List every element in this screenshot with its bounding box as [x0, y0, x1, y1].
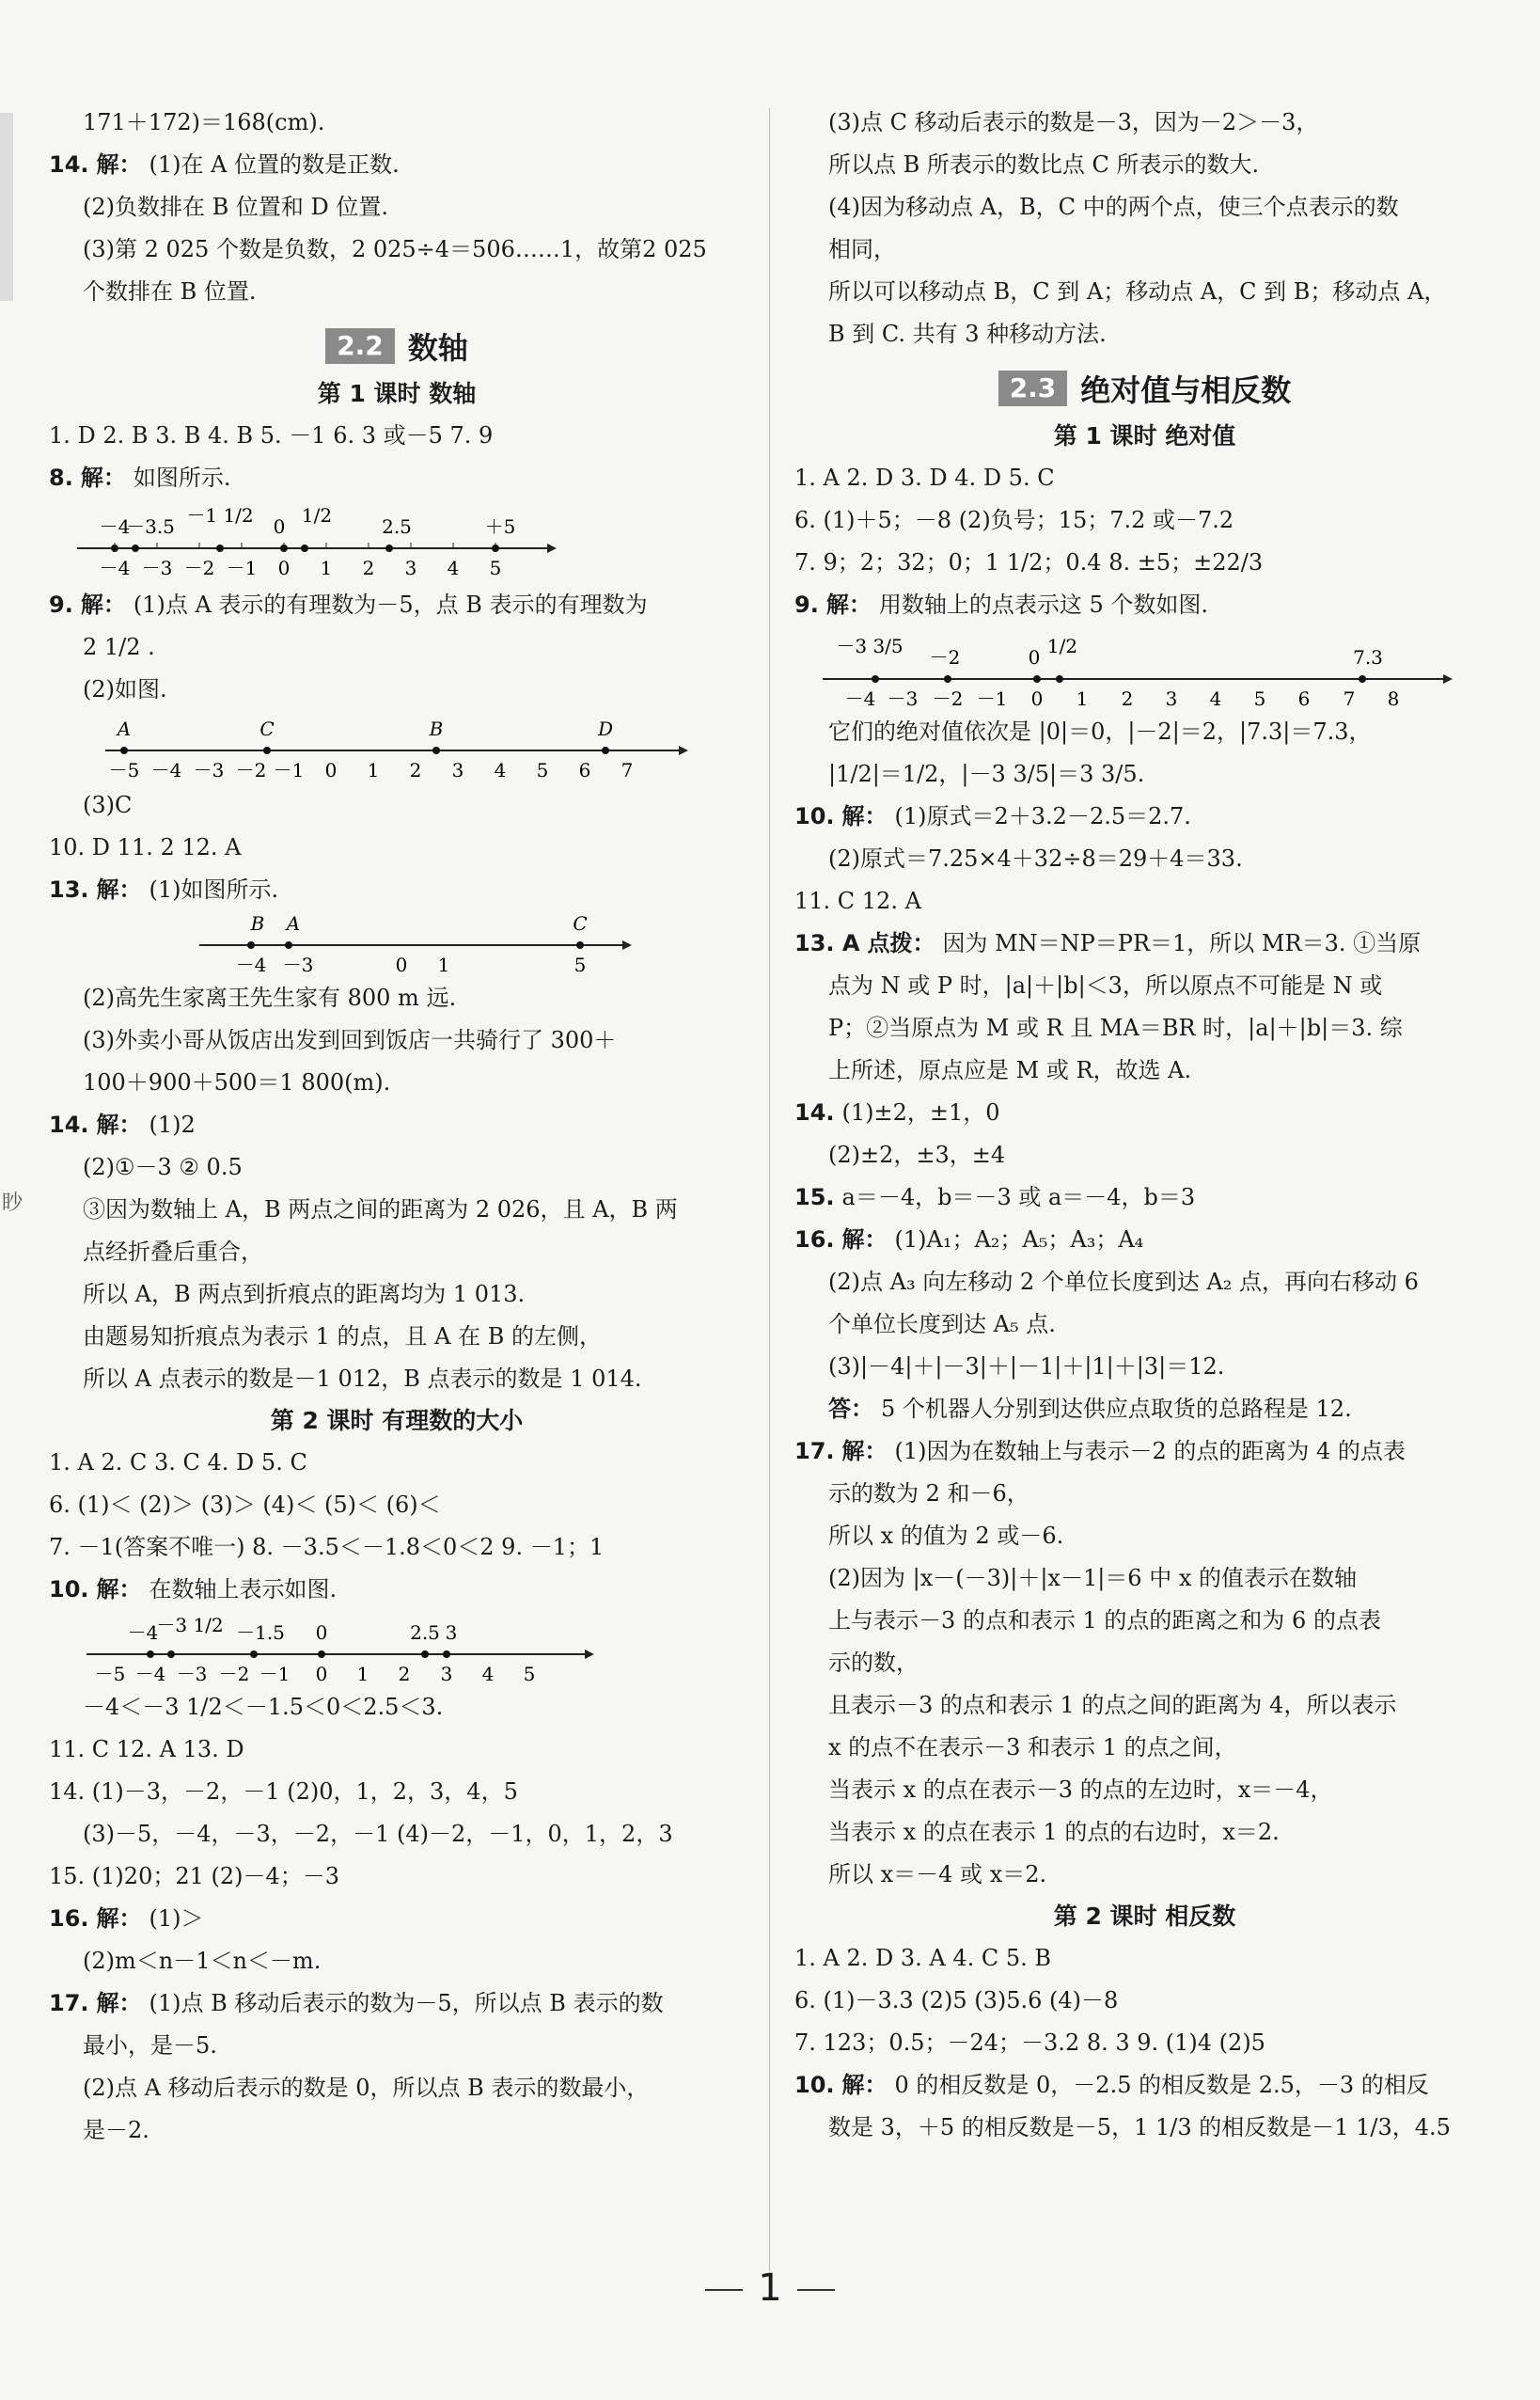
svg-text:－1: －1 [273, 759, 305, 782]
text-line [49, 144, 745, 186]
q-number: 14. [794, 1099, 835, 1126]
svg-text:3: 3 [1165, 687, 1178, 710]
svg-text:3: 3 [440, 1663, 453, 1685]
text-line: 是－2. [83, 2117, 149, 2143]
side-character: 眇 [2, 1192, 24, 1215]
footer-dash [797, 2289, 835, 2291]
text-line: 171＋172)＝168(cm). [83, 109, 325, 135]
text-line: 1. A 2. C 3. C 4. D 5. C [49, 1449, 307, 1476]
q-number: 10. [49, 1576, 89, 1603]
svg-text:2: 2 [1121, 687, 1134, 710]
lesson-title: 第 2 课时 相反数 [1053, 1903, 1236, 1930]
svg-text:2: 2 [398, 1663, 411, 1685]
q-label: 解： [841, 2072, 888, 2098]
lesson-title: 第 1 课时 绝对值 [1053, 422, 1236, 450]
text: (1)因为在数轴上与表示－2 的点的距离为 4 的点表 [894, 1438, 1406, 1464]
text-line: 点为 N 或 P 时，|a|＋|b|＜3，所以原点不可能是 N 或 [828, 972, 1383, 999]
svg-text:－5: －5 [108, 759, 140, 782]
q-label: 解： [96, 151, 142, 178]
pt-label: －2 [929, 646, 961, 669]
text-line: 15. (1)20；21 (2)－4；－3 [49, 1863, 340, 1889]
text-line: 点经折叠后重合， [83, 1239, 263, 1265]
svg-text:0: 0 [395, 954, 408, 976]
text-line: (3)|－4|＋|－3|＋|－1|＋|1|＋|3|＝12. [828, 1353, 1225, 1380]
q-label: 解： [96, 1112, 142, 1138]
q-number: 14. [49, 1112, 89, 1138]
section-heading [49, 319, 745, 373]
svg-text:1: 1 [356, 1663, 369, 1685]
text-line: (3)点 C 移动后表示的数是－3，因为－2＞－3， [828, 109, 1319, 135]
svg-text:－3: －3 [141, 557, 173, 579]
svg-text:－4: －4 [99, 557, 131, 579]
svg-text:7: 7 [1343, 687, 1356, 710]
lesson-title: 第 1 课时 数轴 [317, 380, 477, 407]
pt-label: 7.3 [1353, 646, 1383, 669]
text-line: 个数排在 B 位置. [83, 278, 257, 305]
text-line: 上与表示－3 的点和表示 1 的点的距离之和为 6 的点表 [828, 1607, 1381, 1634]
pt-label: 2.5 [410, 1621, 440, 1644]
page-footer [0, 2266, 1540, 2310]
pt-label: 0 [315, 1621, 328, 1644]
q-label: 解： [96, 1576, 142, 1603]
text-line: (3)外卖小哥从饭店出发到回到饭店一共骑行了 300＋ [83, 1027, 617, 1053]
text-line: 所以可以移动点 B，C 到 A；移动点 A，C 到 B；移动点 A， [828, 278, 1447, 305]
q-number: 13. [49, 876, 89, 903]
q-label: 答： [828, 1396, 873, 1422]
svg-text:－3: －3 [193, 759, 225, 782]
text-line: (2)因为 |x－(－3)|＋|x－1|＝6 中 x 的值表示在数轴 [828, 1565, 1357, 1591]
left-column [49, 102, 745, 2152]
text-line: (3)－5，－4，－3，－2，－1 (4)－2，－1，0，1，2，3 [83, 1821, 673, 1847]
text: (1)如图所示. [149, 876, 279, 903]
text-line: 7. －1(答案不唯一) 8. －3.5＜－1.8＜0＜2 9. －1；1 [49, 1534, 605, 1560]
svg-text:5: 5 [1253, 687, 1266, 710]
number-line-svg [49, 499, 745, 584]
pt-label: C [573, 912, 588, 935]
q-number: 13. A [794, 930, 860, 956]
svg-text:0: 0 [324, 759, 338, 782]
text-line: 最小，是－5. [83, 2032, 217, 2059]
text-line: 11. C 12. A 13. D [49, 1736, 244, 1762]
text: (1)点 A 表示的有理数为－5，点 B 表示的有理数为 [133, 592, 648, 618]
text-line: 1. D 2. B 3. B 4. B 5. －1 6. 3 或－5 7. 9 [49, 422, 494, 449]
text-line [794, 584, 1495, 626]
svg-text:3: 3 [404, 557, 417, 579]
text-line [794, 2064, 1495, 2107]
text-line: (2)点 A 移动后表示的数是 0，所以点 B 表示的数最小， [83, 2075, 650, 2101]
svg-text:4: 4 [494, 759, 507, 782]
q-number: 9. [49, 592, 73, 618]
q-label: 解： [841, 1226, 888, 1253]
svg-text:－5: －5 [94, 1663, 126, 1685]
q-label: 解： [96, 1905, 142, 1932]
section-title: 数轴 [407, 330, 468, 366]
q-number: 17. [794, 1438, 835, 1464]
section-title: 绝对值与相反数 [1080, 372, 1292, 408]
text-line: 由题易知折痕点为表示 1 的点，且 A 在 B 的左侧， [83, 1323, 603, 1350]
svg-text:－2: －2 [932, 687, 964, 710]
text-line: 7. 9；2；32；0；1 1/2；0.4 8. ±5；±22/3 [794, 549, 1264, 576]
text: (1)点 B 移动后表示的数为－5，所以点 B 表示的数 [149, 1990, 664, 2016]
pt-label: 0 [1028, 646, 1041, 669]
text-line: 示的数， [828, 1650, 919, 1676]
svg-text:4: 4 [1209, 687, 1222, 710]
svg-text:1: 1 [1076, 687, 1089, 710]
number-line-figure-8 [49, 499, 745, 584]
q-number: 9. [794, 592, 819, 618]
svg-text:5: 5 [489, 557, 502, 579]
svg-text:4: 4 [447, 557, 460, 579]
text: (1)在 A 位置的数是正数. [149, 151, 400, 178]
number-line-svg [49, 711, 745, 784]
text-line: 它们的绝对值依次是 |0|＝0，|－2|＝2，|7.3|＝7.3， [828, 718, 1372, 745]
text-line: B 到 C. 共有 3 种移动方法. [828, 321, 1107, 347]
text-line [49, 457, 745, 499]
edge-stripe [0, 113, 13, 301]
number-line-svg [794, 626, 1495, 711]
pt-label: －4 [99, 515, 131, 538]
q-number: 14. [49, 151, 89, 178]
text-line: 所以 A 点表示的数是－1 012，B 点表示的数是 1 014. [83, 1366, 642, 1392]
svg-text:2: 2 [409, 759, 422, 782]
text-line: 所以点 B 所表示的数比点 C 所表示的数大. [828, 151, 1260, 178]
pt-label: 1/2 [1046, 635, 1078, 657]
svg-text:－1: －1 [976, 687, 1008, 710]
number-line-figure-13 [49, 911, 745, 977]
q-number: 16. [49, 1905, 89, 1932]
svg-text:8: 8 [1387, 687, 1400, 710]
svg-text:－4: －4 [235, 954, 267, 976]
svg-text:5: 5 [523, 1663, 536, 1685]
text-line: P；②当原点为 M 或 R 且 MA＝BR 时，|a|＋|b|＝3. 综 [828, 1015, 1403, 1041]
pt-label: －4 [127, 1621, 159, 1644]
q-number: 10. [794, 803, 835, 829]
q-number: 10. [794, 2072, 835, 2098]
svg-text:－4: －4 [844, 687, 876, 710]
footer-dash [705, 2289, 743, 2291]
number-line-figure-9 [49, 711, 745, 784]
svg-text:4: 4 [481, 1663, 495, 1685]
lesson-title: 第 2 课时 有理数的大小 [270, 1407, 524, 1434]
text-line [794, 1176, 1495, 1219]
svg-text:1: 1 [367, 759, 380, 782]
q-label: 点拨： [867, 930, 935, 956]
svg-text:－1: －1 [226, 557, 258, 579]
text-line: (2)高先生家离王先生家有 800 m 远. [83, 985, 457, 1011]
text-line: (2)±2，±3，±4 [828, 1142, 1006, 1168]
svg-text:1: 1 [320, 557, 333, 579]
number-line-figure-r9 [794, 626, 1495, 711]
pt-label: C [259, 718, 275, 740]
text-line: 100＋900＋500＝1 800(m). [83, 1069, 391, 1096]
pt-label: A [117, 718, 132, 740]
text: (1)2 [149, 1112, 196, 1138]
number-line-figure-10 [49, 1611, 745, 1686]
text-line: (4)因为移动点 A，B，C 中的两个点，使三个点表示的数 [828, 194, 1399, 220]
text-line [794, 1092, 1495, 1134]
pt-label: 0 [273, 515, 286, 538]
text-line: x 的点不在表示－3 和表示 1 的点之间， [828, 1734, 1237, 1761]
q-label: 解： [825, 592, 872, 618]
number-line-svg [49, 911, 745, 977]
svg-text:－4: －4 [150, 759, 182, 782]
q-number: 17. [49, 1990, 89, 2016]
q-label: 解： [841, 803, 888, 829]
svg-text:0: 0 [315, 1663, 328, 1685]
svg-text:3: 3 [451, 759, 464, 782]
svg-text:2: 2 [362, 557, 375, 579]
text-line: 2 1/2 . [83, 634, 155, 660]
text-line: (3)第 2 025 个数是负数，2 025÷4＝506……1，故第2 025 [83, 236, 707, 262]
svg-text:0: 0 [1030, 687, 1044, 710]
q-number: 16. [794, 1226, 835, 1253]
text: (1)原式＝2＋3.2－2.5＝2.7. [894, 803, 1191, 829]
text-line: (2)如图. [83, 676, 167, 703]
text-line: 1. A 2. D 3. A 4. C 5. B [794, 1945, 1052, 1971]
text-line [794, 796, 1495, 838]
q-label: 解： [96, 876, 142, 903]
text: 5 个机器人分别到达供应点取货的总路程是 12. [881, 1396, 1352, 1422]
svg-text:1: 1 [437, 954, 450, 976]
right-column [794, 102, 1495, 2149]
text-line: 所以 x＝－4 或 x＝2. [828, 1861, 1047, 1887]
pt-label: －3 3/5 [836, 635, 904, 657]
text: 用数轴上的点表示这 5 个数如图. [878, 592, 1208, 618]
text-line: 6. (1)＋5；－8 (2)负号；15；7.2 或－7.2 [794, 507, 1234, 533]
text-line: 14. (1)－3，－2，－1 (2)0，1，2，3，4，5 [49, 1778, 518, 1805]
text-line: 6. (1)＜ (2)＞ (3)＞ (4)＜ (5)＜ (6)＜ [49, 1492, 441, 1518]
svg-text:－1: －1 [259, 1663, 291, 1685]
section-badge: 2.2 [325, 328, 395, 364]
text: 如图所示. [133, 465, 231, 491]
text-line: (2)原式＝7.25×4＋32÷8＝29＋4＝33. [828, 845, 1243, 872]
pt-label: D [597, 718, 614, 740]
text-line [49, 1104, 745, 1146]
text-line: |1/2|＝1/2，|－3 3/5|＝3 3/5. [828, 761, 1145, 787]
text: 0 的相反数是 0，－2.5 的相反数是 2.5，－3 的相反 [894, 2072, 1429, 2098]
text-line [794, 923, 1495, 965]
text-line: 10. D 11. 2 12. A [49, 834, 242, 861]
svg-text:－2: －2 [183, 557, 215, 579]
text-line [49, 1898, 745, 1940]
q-number: 8. [49, 465, 73, 491]
pt-label: ＋5 [484, 515, 516, 538]
pt-label: A [286, 912, 301, 935]
text-line: 所以 x 的值为 2 或－6. [828, 1523, 1064, 1549]
text-line: 1. A 2. D 3. D 4. D 5. C [794, 465, 1055, 491]
text: (1)A₁；A₂；A₅；A₃；A₄ [894, 1226, 1144, 1253]
svg-text:7: 7 [621, 759, 634, 782]
text: (1)±2，±1，0 [841, 1099, 1000, 1126]
svg-text:－3: －3 [176, 1663, 208, 1685]
svg-text:－2: －2 [235, 759, 267, 782]
text-line [49, 1569, 745, 1611]
text-line: 个单位长度到达 A₅ 点. [828, 1311, 1056, 1337]
pt-label: B [250, 912, 265, 935]
pt-label: －3.5 [126, 515, 175, 538]
text-line [794, 1388, 1495, 1430]
q-label: 解： [80, 592, 126, 618]
section-heading [794, 361, 1495, 416]
svg-text:－3: －3 [887, 687, 919, 710]
q-number: 15. [794, 1184, 835, 1210]
text: 因为 MN＝NP＝PR＝1，所以 MR＝3. ①当原 [942, 930, 1422, 956]
pt-label: －1.5 [236, 1621, 285, 1644]
svg-text:－2: －2 [218, 1663, 250, 1685]
text-line [49, 869, 745, 911]
text-line: (3)C [83, 792, 133, 818]
text-line: 11. C 12. A [794, 888, 921, 914]
q-label: 解： [96, 1990, 142, 2016]
svg-text:5: 5 [536, 759, 549, 782]
pt-label: B [429, 718, 444, 740]
text-line [49, 1982, 745, 2025]
text-line: 上所述，原点应是 M 或 R，故选 A. [828, 1057, 1192, 1083]
svg-text:6: 6 [1297, 687, 1311, 710]
svg-text:0: 0 [277, 557, 291, 579]
text-line: 数是 3，＋5 的相反数是－5，1 1/3 的相反数是－1 1/3，4.5 [828, 2114, 1451, 2140]
text-line: －4＜－3 1/2＜－1.5＜0＜2.5＜3. [83, 1694, 444, 1720]
svg-text:5: 5 [574, 954, 587, 976]
text-line: 相同， [828, 236, 896, 262]
text-line: (2)点 A₃ 向左移动 2 个单位长度到达 A₂ 点，再向右移动 6 [828, 1269, 1419, 1295]
pt-label: 3 [445, 1621, 458, 1644]
q-label: 解： [841, 1438, 888, 1464]
text-line [49, 584, 745, 626]
number-line-svg [49, 1611, 745, 1686]
text: (1)＞ [149, 1905, 204, 1932]
text-line: 6. (1)－3.3 (2)5 (3)5.6 (4)－8 [794, 1987, 1119, 2013]
text-line: 当表示 x 的点在表示－3 的点的左边时，x＝－4， [828, 1776, 1333, 1803]
pt-label: －1 1/2 [186, 504, 254, 527]
svg-text:－4: －4 [134, 1663, 166, 1685]
text-line: 7. 123；0.5；－24；－3.2 8. 3 9. (1)4 (2)5 [794, 2029, 1265, 2056]
text-line: (2)负数排在 B 位置和 D 位置. [83, 194, 389, 220]
text-line: (2)m＜n－1＜n＜－m. [83, 1948, 322, 1974]
text: 在数轴上表示如图. [149, 1576, 338, 1603]
text-line [794, 1430, 1495, 1473]
column-divider [769, 108, 770, 2271]
text-line: 所以 A，B 两点到折痕点的距离均为 1 013. [83, 1281, 526, 1307]
text-line [794, 1219, 1495, 1261]
text-line: ③因为数轴上 A，B 两点之间的距离为 2 026，且 A，B 两 [83, 1196, 678, 1223]
page-number: 1 [758, 2266, 782, 2310]
text-line: (2)①－3 ② 0.5 [83, 1154, 243, 1180]
svg-text:－3: －3 [282, 954, 314, 976]
text-line: 示的数为 2 和－6， [828, 1480, 1029, 1507]
text: a＝－4，b＝－3 或 a＝－4，b＝3 [841, 1184, 1196, 1210]
text-line: 当表示 x 的点在表示 1 的点的右边时，x＝2. [828, 1819, 1280, 1845]
pt-label: 2.5 [382, 515, 412, 538]
pt-label: 1/2 [301, 504, 333, 527]
text-line: 且表示－3 的点和表示 1 的点之间的距离为 4，所以表示 [828, 1692, 1397, 1718]
section-badge: 2.3 [998, 371, 1068, 406]
pt-label: －3 1/2 [156, 1614, 224, 1636]
svg-text:6: 6 [578, 759, 591, 782]
q-label: 解： [80, 465, 126, 491]
